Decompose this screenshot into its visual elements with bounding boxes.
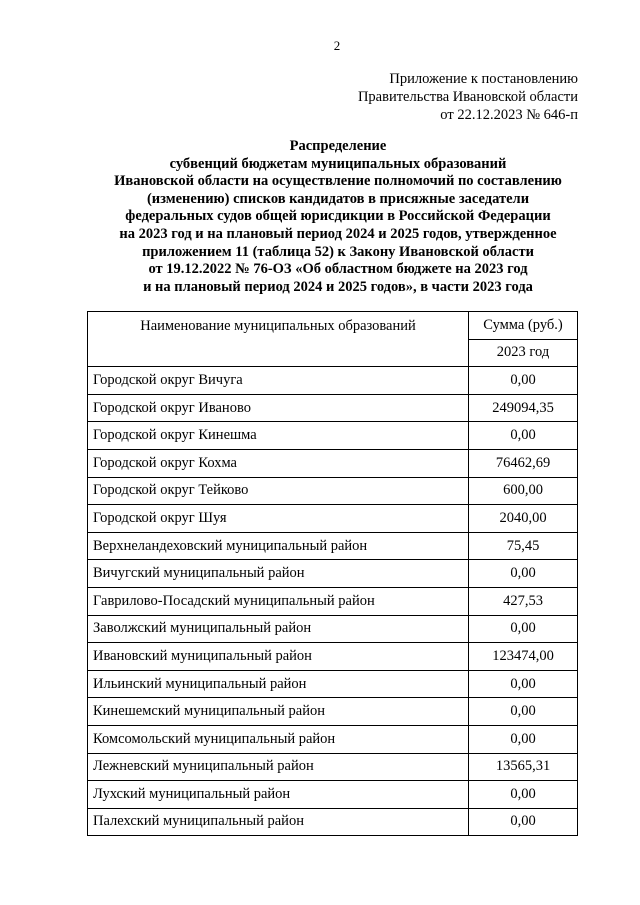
municipality-name-cell: Гаврилово-Посадский муниципальный район [88, 587, 469, 615]
table-row [88, 532, 578, 560]
municipality-name-cell: Городской округ Кинешма [88, 422, 469, 450]
amount-cell: 13565,31 [469, 753, 578, 781]
header-name-cell: Наименование муниципальных образований [88, 312, 469, 367]
table-row [88, 615, 578, 643]
amount-cell: 600,00 [469, 477, 578, 505]
municipality-name-cell: Городской округ Кохма [88, 449, 469, 477]
title-line: на 2023 год и на плановый период 2024 и 2025 годов, утвержденное [119, 225, 557, 242]
table-row [88, 670, 578, 698]
table-row [88, 753, 578, 781]
appendix-reference [358, 70, 578, 124]
document-title [88, 138, 588, 296]
amount-cell: 2040,00 [469, 505, 578, 533]
municipality-name-cell: Заволжский муниципальный район [88, 615, 469, 643]
amount-cell: 0,00 [469, 698, 578, 726]
title-line: от 19.12.2022 № 76-ОЗ «Об областном бюджете на 2023 год [148, 261, 528, 278]
amount-cell: 75,45 [469, 532, 578, 560]
title-line: (изменению) списков кандидатов в присяжные заседатели [146, 190, 530, 207]
amount-cell: 123474,00 [469, 643, 578, 671]
amount-cell: 0,00 [469, 808, 578, 836]
appendix-line-3: от 22.12.2023 № 646-п [440, 107, 578, 123]
municipality-name-cell: Городской округ Тейково [88, 477, 469, 505]
table-row [88, 560, 578, 588]
municipality-name-cell: Палехский муниципальный район [88, 808, 469, 836]
municipality-name-cell: Ивановский муниципальный район [88, 643, 469, 671]
table-row [88, 698, 578, 726]
municipality-name-cell: Лухский муниципальный район [88, 781, 469, 809]
title-line: и на плановый период 2024 и 2025 годов», в части 2023 года [143, 278, 533, 295]
title-line: федеральных судов общей юрисдикции в Российской Федерации [125, 208, 551, 225]
table-row [88, 449, 578, 477]
amount-cell: 0,00 [469, 422, 578, 450]
municipality-name-cell: Верхнеландеховский муниципальный район [88, 532, 469, 560]
table-row [88, 422, 578, 450]
table-row [88, 367, 578, 395]
municipality-name-cell: Городской округ Шуя [88, 505, 469, 533]
table-row [88, 477, 578, 505]
header-year-cell: 2023 год [469, 339, 578, 367]
page-number: 2 [333, 38, 341, 53]
amount-cell: 0,00 [469, 725, 578, 753]
municipality-name-cell: Городской округ Иваново [88, 394, 469, 422]
amount-cell: 0,00 [469, 670, 578, 698]
table-row [88, 781, 578, 809]
header-sum-cell: Сумма (руб.) [469, 312, 578, 340]
amount-cell: 0,00 [469, 367, 578, 395]
amount-cell: 0,00 [469, 615, 578, 643]
appendix-line-2: Правительства Ивановской области [357, 89, 578, 105]
table-row [88, 808, 578, 836]
title-line: Ивановской области на осуществление полномочий по составлению [114, 173, 562, 190]
municipality-name-cell: Вичугский муниципальный район [88, 560, 469, 588]
title-line: субвенций бюджетам муниципальных образований [169, 155, 507, 172]
amount-cell: 249094,35 [469, 394, 578, 422]
table-header-row [88, 312, 578, 340]
table-row [88, 505, 578, 533]
municipality-name-cell: Городской округ Вичуга [88, 367, 469, 395]
amount-cell: 0,00 [469, 781, 578, 809]
title-line: Распределение [289, 138, 387, 154]
municipality-name-cell: Комсомольский муниципальный район [88, 725, 469, 753]
amount-cell: 427,53 [469, 587, 578, 615]
appendix-line-1: Приложение к постановлению [389, 71, 578, 87]
table-row [88, 587, 578, 615]
table-row [88, 725, 578, 753]
title-line: приложением 11 (таблица 52) к Закону Ивановской области [142, 243, 534, 260]
distribution-table [87, 311, 578, 836]
municipality-name-cell: Лежневский муниципальный район [88, 753, 469, 781]
table-row [88, 394, 578, 422]
municipality-name-cell: Кинешемский муниципальный район [88, 698, 469, 726]
municipality-name-cell: Ильинский муниципальный район [88, 670, 469, 698]
amount-cell: 76462,69 [469, 449, 578, 477]
table-row [88, 643, 578, 671]
amount-cell: 0,00 [469, 560, 578, 588]
